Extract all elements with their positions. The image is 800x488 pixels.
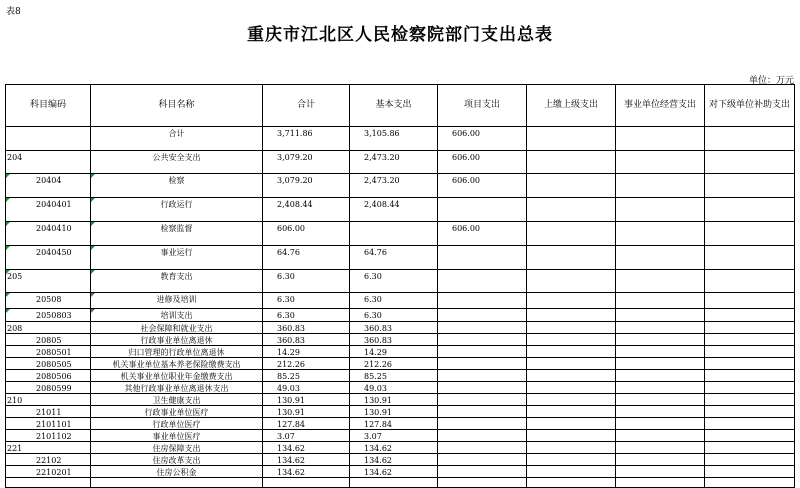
cell-project: [438, 454, 527, 466]
cell-basic: 49.03: [350, 382, 438, 394]
cell-total: 85.25: [263, 370, 350, 382]
table-row: [6, 454, 795, 466]
cell-business: [616, 346, 705, 358]
cell-total: 14.29: [263, 346, 350, 358]
cell-business: [616, 466, 705, 478]
cell-project: [438, 370, 527, 382]
cell-basic: 2,473.20: [350, 174, 438, 198]
cell-basic: [350, 222, 438, 246]
cell-code: 221: [6, 442, 91, 454]
cell-project: [438, 442, 527, 454]
cell-remit: [527, 293, 616, 309]
cell-project: [438, 309, 527, 322]
cell-project: [438, 322, 527, 334]
cell-name: 社会保障和就业支出: [91, 322, 263, 334]
cell-remit: [527, 418, 616, 430]
cell-name: 行政事业单位医疗: [91, 406, 263, 418]
table-row: [6, 382, 795, 394]
cell-subsidy: [705, 198, 795, 222]
cell-remit: [527, 358, 616, 370]
cell-total: 2,408.44: [263, 198, 350, 222]
cell-total: 3.07: [263, 430, 350, 442]
cell-business: [616, 430, 705, 442]
cell-business: [616, 174, 705, 198]
table-row: [6, 309, 795, 322]
cell-subsidy: [705, 246, 795, 270]
cell-total: 360.83: [263, 334, 350, 346]
cell-project: 606.00: [438, 151, 527, 174]
cell-name: 其他行政事业单位离退休支出: [91, 382, 263, 394]
cell-remit: [527, 478, 616, 488]
header-basic: 基本支出: [350, 85, 438, 127]
cell-remit: [527, 198, 616, 222]
cell-subsidy: [705, 222, 795, 246]
cell-total: 6.30: [263, 293, 350, 309]
cell-name: [91, 478, 263, 488]
cell-total: 130.91: [263, 406, 350, 418]
cell-project: [438, 466, 527, 478]
cell-project: [438, 334, 527, 346]
header-subsidy: 对下级单位补助支出: [705, 85, 795, 127]
cell-remit: [527, 454, 616, 466]
cell-basic: 360.83: [350, 334, 438, 346]
table-row: [6, 270, 795, 293]
table-row: [6, 418, 795, 430]
cell-code: [6, 478, 91, 488]
cell-subsidy: [705, 270, 795, 293]
cell-project: [438, 293, 527, 309]
cell-project: [438, 358, 527, 370]
cell-business: [616, 442, 705, 454]
cell-basic: 6.30: [350, 270, 438, 293]
cell-business: [616, 270, 705, 293]
header-row: [6, 85, 795, 127]
header-business: 事业单位经营支出: [616, 85, 705, 127]
cell-basic: 134.62: [350, 466, 438, 478]
cell-code: 208: [6, 322, 91, 334]
table-row: [6, 174, 795, 198]
cell-basic: 360.83: [350, 322, 438, 334]
cell-business: [616, 418, 705, 430]
cell-total: 134.62: [263, 466, 350, 478]
table-row: [6, 358, 795, 370]
table-row: [6, 293, 795, 309]
table-row: [6, 346, 795, 358]
cell-basic: 130.91: [350, 394, 438, 406]
cell-total: 6.30: [263, 270, 350, 293]
cell-total: 64.76: [263, 246, 350, 270]
cell-total: 3,711.86: [263, 127, 350, 151]
cell-remit: [527, 394, 616, 406]
header-remit: 上缴上级支出: [527, 85, 616, 127]
cell-code: 21011: [6, 406, 91, 418]
cell-total: [263, 478, 350, 488]
cell-code: [6, 127, 91, 151]
table-row: [6, 406, 795, 418]
cell-code: 204: [6, 151, 91, 174]
cell-subsidy: [705, 430, 795, 442]
cell-name: 事业运行: [91, 246, 263, 270]
cell-business: [616, 246, 705, 270]
cell-code: 2080505: [6, 358, 91, 370]
table-row: [6, 246, 795, 270]
table-row: [6, 394, 795, 406]
cell-project: [438, 246, 527, 270]
cell-name: 检察: [91, 174, 263, 198]
cell-business: [616, 406, 705, 418]
cell-basic: 2,408.44: [350, 198, 438, 222]
cell-code: 210: [6, 394, 91, 406]
cell-project: [438, 430, 527, 442]
cell-subsidy: [705, 346, 795, 358]
cell-business: [616, 222, 705, 246]
cell-name: 事业单位医疗: [91, 430, 263, 442]
cell-remit: [527, 151, 616, 174]
cell-business: [616, 382, 705, 394]
cell-subsidy: [705, 394, 795, 406]
cell-subsidy: [705, 151, 795, 174]
cell-code: 2040410: [6, 222, 91, 246]
cell-subsidy: [705, 334, 795, 346]
cell-project: [438, 406, 527, 418]
table-row: [6, 222, 795, 246]
cell-business: [616, 322, 705, 334]
cell-basic: 2,473.20: [350, 151, 438, 174]
cell-subsidy: [705, 418, 795, 430]
cell-basic: 134.62: [350, 442, 438, 454]
cell-project: 606.00: [438, 127, 527, 151]
cell-code: 20404: [6, 174, 91, 198]
table-row: [6, 151, 795, 174]
table-row: [6, 322, 795, 334]
cell-remit: [527, 406, 616, 418]
cell-code: 2080599: [6, 382, 91, 394]
cell-business: [616, 394, 705, 406]
cell-subsidy: [705, 466, 795, 478]
cell-subsidy: [705, 293, 795, 309]
cell-name: 机关事业单位职业年金缴费支出: [91, 370, 263, 382]
cell-name: 住房公积金: [91, 466, 263, 478]
cell-subsidy: [705, 309, 795, 322]
cell-remit: [527, 346, 616, 358]
cell-code: 2050803: [6, 309, 91, 322]
page-title: 重庆市江北区人民检察院部门支出总表: [247, 25, 553, 45]
cell-remit: [527, 334, 616, 346]
cell-name: 机关事业单位基本养老保险缴费支出: [91, 358, 263, 370]
cell-basic: 3.07: [350, 430, 438, 442]
cell-project: [438, 270, 527, 293]
cell-business: [616, 198, 705, 222]
cell-code: 205: [6, 270, 91, 293]
cell-code: 20805: [6, 334, 91, 346]
cell-code: 2080501: [6, 346, 91, 358]
cell-remit: [527, 370, 616, 382]
cell-code: 2040401: [6, 198, 91, 222]
cell-subsidy: [705, 454, 795, 466]
cell-code: 2040450: [6, 246, 91, 270]
cell-remit: [527, 430, 616, 442]
cell-name: 行政运行: [91, 198, 263, 222]
cell-name: 教育支出: [91, 270, 263, 293]
cell-basic: 6.30: [350, 293, 438, 309]
cell-total: 134.62: [263, 442, 350, 454]
cell-remit: [527, 174, 616, 198]
cell-basic: 134.62: [350, 454, 438, 466]
cell-subsidy: [705, 442, 795, 454]
table-body: [6, 127, 795, 488]
cell-subsidy: [705, 382, 795, 394]
cell-total: 606.00: [263, 222, 350, 246]
cell-project: [438, 394, 527, 406]
cell-basic: 14.29: [350, 346, 438, 358]
cell-total: 130.91: [263, 394, 350, 406]
unit-label: 单位：万元: [748, 76, 794, 86]
header-total: 合计: [263, 85, 350, 127]
cell-business: [616, 293, 705, 309]
cell-remit: [527, 322, 616, 334]
cell-project: [438, 198, 527, 222]
cell-code: 2210201: [6, 466, 91, 478]
cell-name: 合计: [91, 127, 263, 151]
cell-name: 培训支出: [91, 309, 263, 322]
cell-basic: 212.26: [350, 358, 438, 370]
cell-code: 20508: [6, 293, 91, 309]
expenditure-table: [5, 84, 795, 488]
cell-name: 检察监督: [91, 222, 263, 246]
cell-code: 2101102: [6, 430, 91, 442]
cell-business: [616, 309, 705, 322]
cell-basic: [350, 478, 438, 488]
cell-code: 22102: [6, 454, 91, 466]
cell-remit: [527, 127, 616, 151]
cell-business: [616, 334, 705, 346]
cell-basic: 127.84: [350, 418, 438, 430]
table-row: [6, 478, 795, 488]
cell-name: 行政事业单位离退休: [91, 334, 263, 346]
cell-remit: [527, 246, 616, 270]
cell-basic: 130.91: [350, 406, 438, 418]
cell-remit: [527, 466, 616, 478]
cell-project: [438, 382, 527, 394]
cell-subsidy: [705, 127, 795, 151]
cell-name: 住房改革支出: [91, 454, 263, 466]
cell-business: [616, 358, 705, 370]
cell-total: 3,079.20: [263, 174, 350, 198]
cell-remit: [527, 309, 616, 322]
cell-business: [616, 127, 705, 151]
cell-name: 卫生健康支出: [91, 394, 263, 406]
cell-subsidy: [705, 478, 795, 488]
cell-name: 公共安全支出: [91, 151, 263, 174]
cell-project: [438, 418, 527, 430]
cell-name: 住房保障支出: [91, 442, 263, 454]
cell-subsidy: [705, 174, 795, 198]
cell-subsidy: [705, 358, 795, 370]
cell-total: 6.30: [263, 309, 350, 322]
cell-remit: [527, 382, 616, 394]
table-tag: 表8: [6, 7, 21, 17]
cell-total: 49.03: [263, 382, 350, 394]
header-project: 项目支出: [438, 85, 527, 127]
cell-basic: 85.25: [350, 370, 438, 382]
cell-total: 3,079.20: [263, 151, 350, 174]
cell-total: 127.84: [263, 418, 350, 430]
cell-project: [438, 346, 527, 358]
cell-business: [616, 370, 705, 382]
cell-project: 606.00: [438, 222, 527, 246]
cell-project: [438, 478, 527, 488]
table-row: [6, 334, 795, 346]
table-row: [6, 370, 795, 382]
cell-basic: 6.30: [350, 309, 438, 322]
cell-subsidy: [705, 406, 795, 418]
cell-subsidy: [705, 322, 795, 334]
cell-remit: [527, 222, 616, 246]
header-code: 科目编码: [6, 85, 91, 127]
cell-business: [616, 478, 705, 488]
cell-basic: 64.76: [350, 246, 438, 270]
cell-remit: [527, 442, 616, 454]
cell-remit: [527, 270, 616, 293]
cell-name: 行政单位医疗: [91, 418, 263, 430]
cell-project: 606.00: [438, 174, 527, 198]
cell-name: 进修及培训: [91, 293, 263, 309]
header-name: 科目名称: [91, 85, 263, 127]
cell-code: 2080506: [6, 370, 91, 382]
cell-code: 2101101: [6, 418, 91, 430]
table-row: [6, 198, 795, 222]
cell-total: 360.83: [263, 322, 350, 334]
cell-total: 212.26: [263, 358, 350, 370]
cell-business: [616, 454, 705, 466]
table-row: [6, 430, 795, 442]
cell-name: 归口管理的行政单位离退休: [91, 346, 263, 358]
table-row: [6, 442, 795, 454]
table-row: [6, 127, 795, 151]
cell-business: [616, 151, 705, 174]
cell-basic: 3,105.86: [350, 127, 438, 151]
cell-total: 134.62: [263, 454, 350, 466]
table-row: [6, 466, 795, 478]
cell-subsidy: [705, 370, 795, 382]
